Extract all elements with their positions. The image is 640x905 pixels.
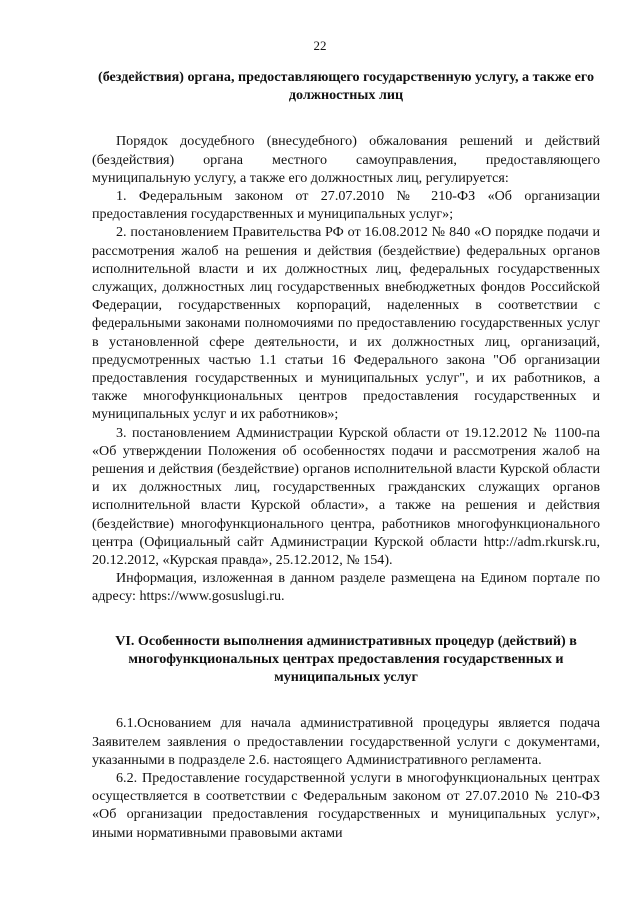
paragraph-6-2: 6.2. Предоставление государственной услуги в многофункциональных центрах осуществляется в соответствии с Федеральным законом от 27.07.2010 № 210-ФЗ «Об организации предоставления государственных и муниципальных услуг», иными нормативными правовыми актами xyxy=(92,769,600,841)
appeal-procedure-intro: Порядок досудебного (внесудебного) обжалования решений и действий (бездействия) органа местного самоуправления, предоставляющего муниципальную услугу, а также его должностных лиц, регулируется: xyxy=(92,133,600,186)
page-content xyxy=(92,68,600,842)
legal-basis-item-3: 3. постановлением Администрации Курской области от 19.12.2012 № 1100-па «Об утверждении Положения об особенностях подачи и рассмотрения жалоб на решения и действия (бездействие) органов исполнительной власти Курской области и их должностных лиц, государственных гражданских служащих органов исполнительной власти Курской области», а также на решения и действия (бездействие) многофункционального центра, работников многофункционального центра (Официальный сайт Администрации Курской области http://adm.rkursk.ru, 20.12.2012, «Курская правда», 25.12.2012, № 154). xyxy=(92,424,600,569)
paragraph-6-1: 6.1.Основанием для начала административной процедуры является подача Заявителем заявления о предоставлении государственной услуги с документами, указанными в подразделе 2.6. настоящего Административного регламента. xyxy=(92,715,600,768)
spacer xyxy=(92,686,600,714)
page-number: 22 xyxy=(313,38,327,53)
spacer xyxy=(92,104,600,132)
legal-basis-item-1: 1. Федеральным законом от 27.07.2010 № 210-ФЗ «Об организации предоставления государственных и муниципальных услуг»; xyxy=(92,188,600,223)
section-6-heading: VI. Особенности выполнения административных процедур (действий) в многофункциональных центрах предоставления государственных и муниципальных услуг xyxy=(115,632,577,686)
spacer xyxy=(92,606,600,632)
legal-basis-item-2: 2. постановлением Правительства РФ от 16.08.2012 № 840 «О порядке подачи и рассмотрения жалоб на решения и действия (бездействие) федеральных органов исполнительной власти и их должностных лиц, федеральных государственных служащих, должностных лиц государственных внебюджетных фондов Российской Федерации, государственных корпораций, наделенных в соответствии с федеральными законами полномочиями по предоставлению государственных услуг в установленной сфере деятельности, и их должностных лиц, организаций, предусмотренных частью 1.1 статьи 16 Федерального закона "Об организации предоставления государственных и муниципальных услуг", и их работников, а также многофункциональных центров предоставления государственных и муниципальных услуг и их работников»; xyxy=(92,224,600,423)
section-5-heading-tail: (бездействия) органа, предоставляющего государственную услугу, а также его должностных лиц xyxy=(98,69,594,104)
portal-info-paragraph: Информация, изложенная в данном разделе размещена на Едином портале по адресу: https://www.gosuslugi.ru. xyxy=(92,570,600,605)
